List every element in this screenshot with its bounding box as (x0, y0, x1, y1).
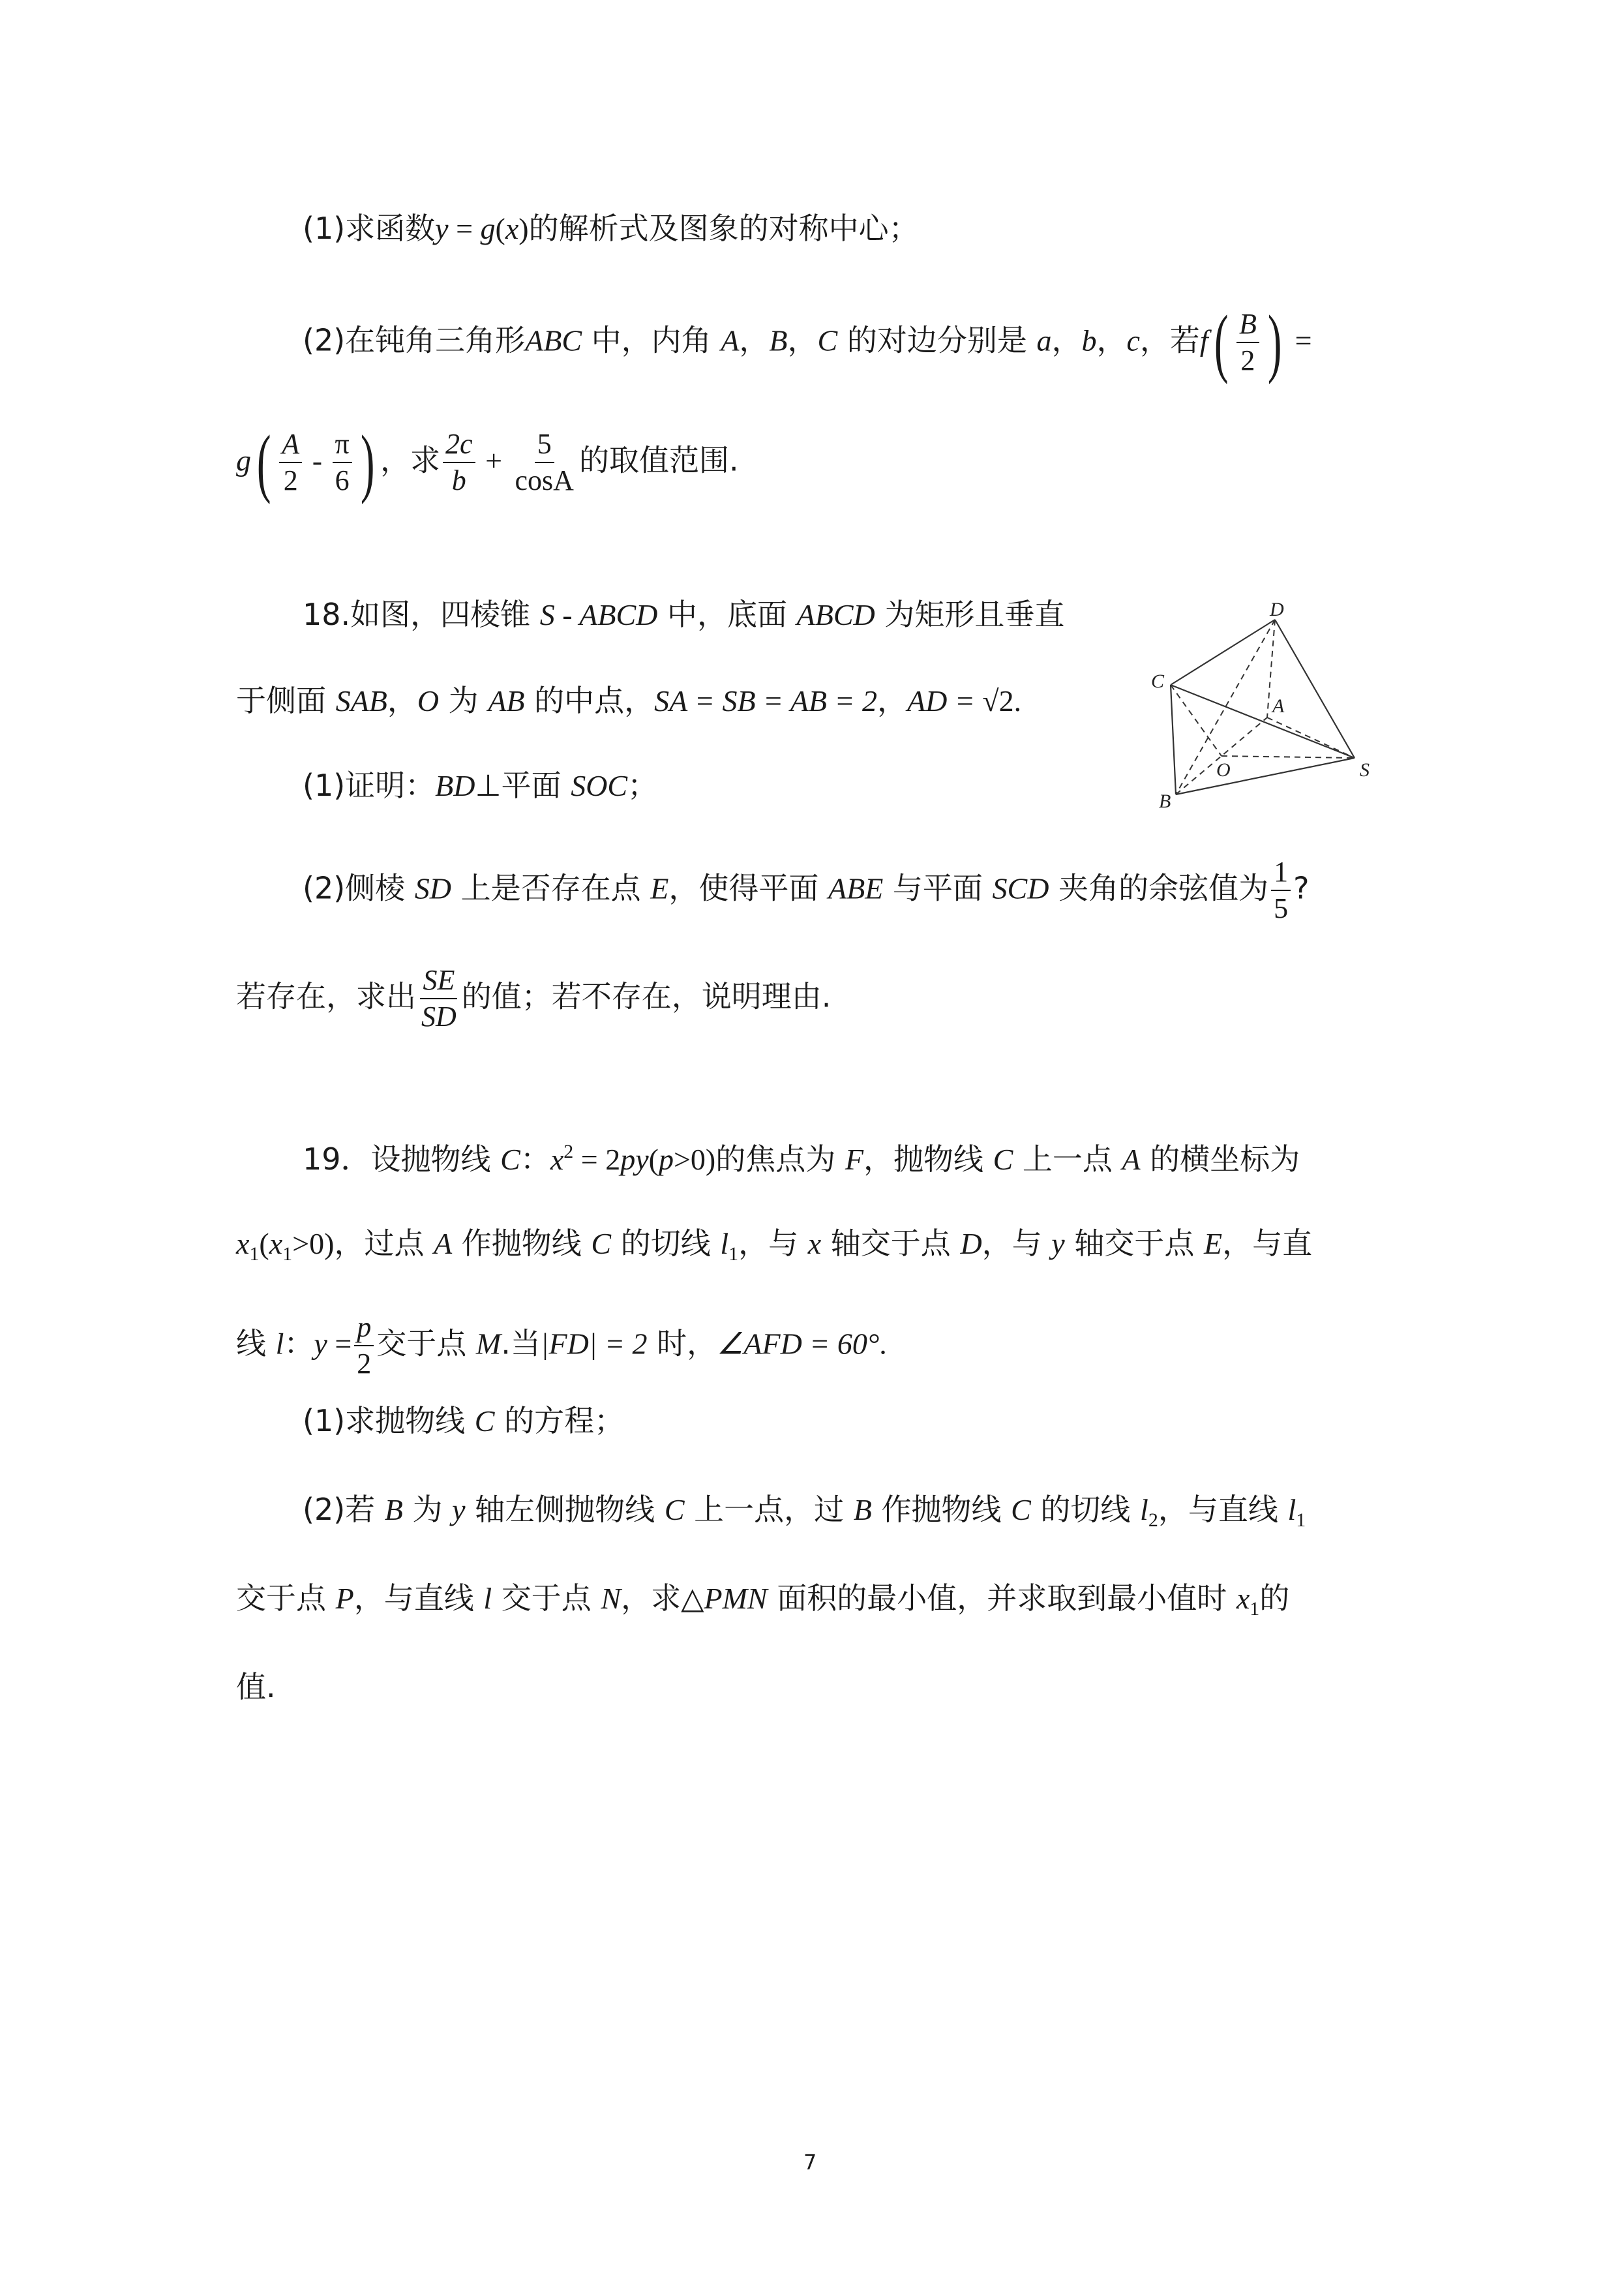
p18-q1: (1)证明：BD⊥平面 SOC； (303, 768, 658, 803)
p18-line2: 于侧面 SAB，O 为 AB 的中点，SA = SB = AB = 2，AD = √2. (236, 683, 1022, 718)
label-a: A (1272, 695, 1285, 717)
fraction-5-over-cosa: $\frac{5}{\cos A}$ (515, 428, 574, 496)
page-number: 7 (803, 2150, 817, 2175)
edge-as (1267, 718, 1355, 758)
fraction-2c-over-b: $\frac{2c}{b}$ (443, 428, 475, 497)
edge-cb (1171, 685, 1176, 794)
p18-line1: 18.如图，四棱锥 S - ABCD 中，底面 ABCD 为矩形且垂直 (303, 597, 1065, 632)
label-o: O (1216, 759, 1231, 781)
fraction-a-over-2: $\frac{A}{2}$ (279, 428, 302, 497)
label-c: C (1151, 671, 1165, 692)
p19-line2: $x_1(x_1>0)$，过点 A 作抛物线 C 的切线 $l_1$，与 x 轴交于点 D，与 y 轴交于点 E，与直 (236, 1226, 1313, 1265)
edge-bs (1176, 758, 1355, 794)
fraction-se-over-sd: $\frac{SE}{SD}$ (421, 964, 457, 1033)
edge-cs (1171, 685, 1355, 758)
p17-q2-line2: g( $\frac{A}{2}$ - $\frac{\pi}{6}$ ) ，求 $\frac{2c}{b}$ + $\frac{5}{\cos A}$ 的取值范围. (236, 419, 739, 505)
fraction-pi-over-6: $\frac{\pi}{6}$ (333, 428, 352, 497)
p17-q2-line1: (2)在钝角三角形ABC 中，内角 A，B，C 的对边分别是 a，b，c，若f( $\frac{B}{2}$ ) = (303, 299, 1312, 385)
edge-dc (1171, 620, 1275, 685)
label-b: B (1159, 791, 1171, 809)
label-s: S (1360, 759, 1370, 781)
p19-q2-line2: 交于点 P，与直线 l 交于点 N，求△PMN 面积的最小值，并求取到最小值时 $x_1$的 (236, 1580, 1290, 1620)
p18-q2-line2: 若存在，求出 $\frac{SE}{SD}$ 的值；若不存在，说明理由. (236, 964, 831, 1033)
fraction-b-over-2: $\frac{B}{2}$ (1236, 308, 1259, 377)
p19-line1: 19．设抛物线 C：$x^2 = 2py(p>0)$的焦点为 F，抛物线 C 上一点 A 的横坐标为 (303, 1141, 1300, 1177)
fraction-1-over-5: $\frac{1}{5}$ (1271, 856, 1291, 925)
label-d: D (1270, 600, 1284, 620)
p19-q2-line3: 值. (236, 1669, 276, 1704)
edge-ds (1275, 620, 1355, 758)
pyramid-figure (1145, 600, 1392, 809)
p19-line3: 线 l：y = $\frac{p}{2}$ 交于点 M.当|FD| = 2 时，∠AFD = 60°. (236, 1311, 887, 1380)
fraction-p-over-2: $\frac{p}{2}$ (354, 1311, 374, 1380)
p18-q2-line1: (2)侧棱 SD 上是否存在点 E，使得平面 ABE 与平面 SCD 夹角的余弦值为 $\frac{1}{5}$ ? (303, 856, 1310, 924)
p17-q1: (1)求函数y = g(x)的解析式及图象的对称中心； (303, 211, 919, 246)
p19-q2-line1: (2)若 B 为 y 轴左侧抛物线 C 上一点，过 B 作抛物线 C 的切线 $l_2$，与直线 $l_1$ (303, 1492, 1306, 1531)
pyramid-diagram (1145, 600, 1392, 809)
p19-q1: (1)求抛物线 C 的方程； (303, 1403, 625, 1438)
edge-os (1221, 756, 1355, 758)
